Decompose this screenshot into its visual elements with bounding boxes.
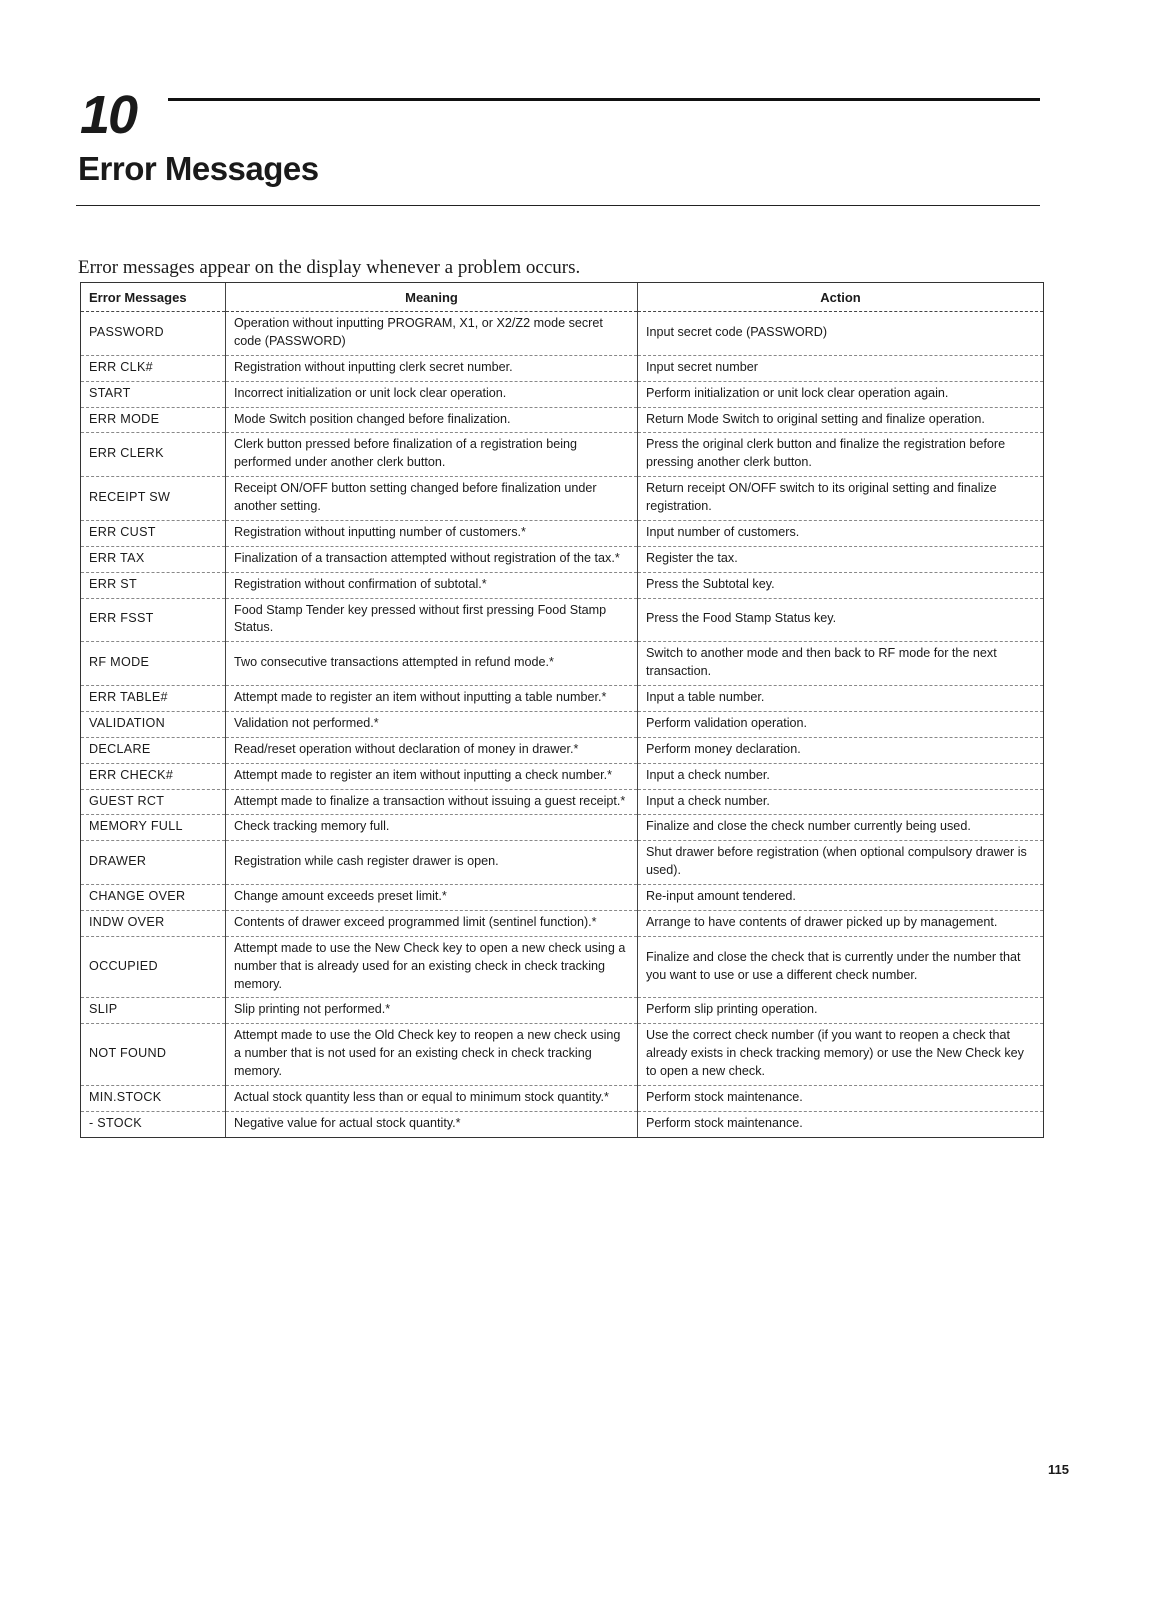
table-row (81, 910, 1043, 936)
action-cell: Input secret code (PASSWORD) (638, 312, 1044, 356)
meaning-cell: Mode Switch position changed before finalization. (226, 407, 638, 433)
error-message-cell: ERR TABLE# (81, 686, 226, 712)
meaning-cell: Negative value for actual stock quantity.* (226, 1111, 638, 1136)
table-row (81, 598, 1043, 642)
action-cell: Input a table number. (638, 686, 1044, 712)
table-row (81, 572, 1043, 598)
action-cell: Return Mode Switch to original setting and finalize operation. (638, 407, 1044, 433)
error-message-cell: - STOCK (81, 1111, 226, 1136)
header-meaning: Meaning (226, 283, 638, 312)
meaning-cell: Two consecutive transactions attempted in refund mode.* (226, 642, 638, 686)
action-cell: Input a check number. (638, 789, 1044, 815)
meaning-cell: Operation without inputting PROGRAM, X1, or X2/Z2 mode secret code (PASSWORD) (226, 312, 638, 356)
meaning-cell: Receipt ON/OFF button setting changed before finalization under another setting. (226, 477, 638, 521)
action-cell: Return receipt ON/OFF switch to its original setting and finalize registration. (638, 477, 1044, 521)
meaning-cell: Attempt made to register an item without inputting a table number.* (226, 686, 638, 712)
chapter-title: Error Messages (78, 150, 319, 187)
error-message-cell: INDW OVER (81, 910, 226, 936)
error-message-cell: GUEST RCT (81, 789, 226, 815)
meaning-cell: Registration without inputting number of customers.* (226, 520, 638, 546)
action-cell: Perform stock maintenance. (646, 1115, 803, 1130)
page-number: 115 (1048, 1462, 1069, 1477)
action-cell: Arrange to have contents of drawer picked up by management. (638, 910, 1044, 936)
meaning-cell: Registration without confirmation of subtotal.* (226, 572, 638, 598)
meaning-cell: Contents of drawer exceed programmed limit (sentinel function).* (226, 910, 638, 936)
error-message-cell: RF MODE (81, 642, 226, 686)
table-row (81, 520, 1043, 546)
meaning-cell: Change amount exceeds preset limit.* (226, 885, 638, 911)
table-row (81, 407, 1043, 433)
meaning-cell: Attempt made to use the Old Check key to reopen a new check using a number that is not used for an existing check in check tracking memory. (226, 1024, 638, 1086)
error-message-cell: RECEIPT SW (81, 477, 226, 521)
table-row (81, 711, 1043, 737)
meaning-cell: Validation not performed.* (226, 711, 638, 737)
error-message-cell: ERR CLERK (81, 433, 226, 477)
table-row (81, 381, 1043, 407)
header-action: Action (638, 283, 1044, 312)
action-cell: Register the tax. (638, 546, 1044, 572)
title-rule (76, 205, 1040, 206)
error-message-cell: SLIP (81, 998, 226, 1024)
action-cell: Finalize and close the check number currently being used. (638, 815, 1044, 841)
error-message-cell: MEMORY FULL (81, 815, 226, 841)
action-cell: Perform stock maintenance. (638, 1085, 1044, 1111)
header-error-messages: Error Messages (81, 283, 226, 312)
table-row (81, 815, 1043, 841)
error-message-cell: ERR CUST (81, 520, 226, 546)
action-cell: Perform validation operation. (638, 711, 1044, 737)
table-row (81, 885, 1043, 911)
error-message-cell: DRAWER (81, 841, 226, 885)
error-message-cell: NOT FOUND (81, 1024, 226, 1086)
meaning-cell: Attempt made to register an item without inputting a check number.* (226, 763, 638, 789)
table-row (81, 312, 1043, 356)
table-row (81, 1111, 1043, 1136)
error-message-cell: ERR CLK# (81, 355, 226, 381)
meaning-cell: Clerk button pressed before finalization of a registration being performed under another clerk button. (226, 433, 638, 477)
table-row (81, 737, 1043, 763)
table-row (81, 998, 1043, 1024)
error-message-cell: ERR TAX (81, 546, 226, 572)
intro-text: Error messages appear on the display whenever a problem occurs. (78, 257, 581, 278)
action-cell: Perform slip printing operation. (638, 998, 1044, 1024)
table-row (81, 686, 1043, 712)
meaning-cell: Registration without inputting clerk secret number. (226, 355, 638, 381)
action-cell: Perform money declaration. (638, 737, 1044, 763)
meaning-cell: Slip printing not performed.* (226, 998, 638, 1024)
error-message-cell: ERR CHECK# (81, 763, 226, 789)
table-row (81, 1085, 1043, 1111)
table-row (81, 642, 1043, 686)
table-row (81, 841, 1043, 885)
action-cell: Input secret number (638, 355, 1044, 381)
action-cell: Re-input amount tendered. (638, 885, 1044, 911)
action-cell: Press the original clerk button and finalize the registration before pressing another clerk button. (638, 433, 1044, 477)
meaning-cell: Food Stamp Tender key pressed without first pressing Food Stamp Status. (226, 598, 638, 642)
table-row (81, 1024, 1043, 1086)
error-message-cell: START (81, 381, 226, 407)
error-message-cell: ERR ST (81, 572, 226, 598)
action-cell: Perform initialization or unit lock clear operation again. (638, 381, 1044, 407)
action-cell: Press the Food Stamp Status key. (638, 598, 1044, 642)
table-row (81, 355, 1043, 381)
table-row (81, 789, 1043, 815)
action-cell: Finalize and close the check that is currently under the number that you want to use or use a different check number. (638, 936, 1044, 998)
error-messages-table (80, 282, 1044, 1138)
table-body (81, 312, 1043, 1137)
chapter-number: 10 (80, 85, 137, 145)
table-row (81, 477, 1043, 521)
action-cell: Input number of customers. (638, 520, 1044, 546)
error-message-cell: ERR FSST (81, 598, 226, 642)
error-message-cell: CHANGE OVER (81, 885, 226, 911)
error-message-cell: MIN.STOCK (81, 1085, 226, 1111)
error-message-cell: VALIDATION (81, 711, 226, 737)
meaning-cell: Incorrect initialization or unit lock clear operation. (226, 381, 638, 407)
table-row (81, 936, 1043, 998)
error-message-cell: DECLARE (81, 737, 226, 763)
meaning-cell: Registration while cash register drawer is open. (226, 841, 638, 885)
chapter-rule (168, 98, 1040, 101)
meaning-cell: Actual stock quantity less than or equal to minimum stock quantity.* (226, 1085, 638, 1111)
error-message-cell: OCCUPIED (81, 936, 226, 998)
meaning-cell: Read/reset operation without declaration of money in drawer.* (226, 737, 638, 763)
action-cell: Input a check number. (638, 763, 1044, 789)
meaning-cell: Attempt made to finalize a transaction without issuing a guest receipt.* (226, 789, 638, 815)
action-cell: Press the Subtotal key. (638, 572, 1044, 598)
action-cell: Switch to another mode and then back to RF mode for the next transaction. (638, 642, 1044, 686)
table-row (81, 763, 1043, 789)
action-cell: Shut drawer before registration (when optional compulsory drawer is used). (638, 841, 1044, 885)
error-message-cell: ERR MODE (81, 407, 226, 433)
meaning-cell: Attempt made to use the New Check key to open a new check using a number that is already used for an existing check in check tracking memory. (226, 936, 638, 998)
table-row (81, 546, 1043, 572)
table-header-row (81, 283, 1043, 312)
error-message-cell: PASSWORD (81, 312, 226, 356)
table-row (81, 433, 1043, 477)
meaning-cell: Check tracking memory full. (226, 815, 638, 841)
meaning-cell: Finalization of a transaction attempted without registration of the tax.* (226, 546, 638, 572)
action-cell: Use the correct check number (if you want to reopen a check that already exists in check tracking memory) or use the New Check key to open a new check. (638, 1024, 1044, 1086)
